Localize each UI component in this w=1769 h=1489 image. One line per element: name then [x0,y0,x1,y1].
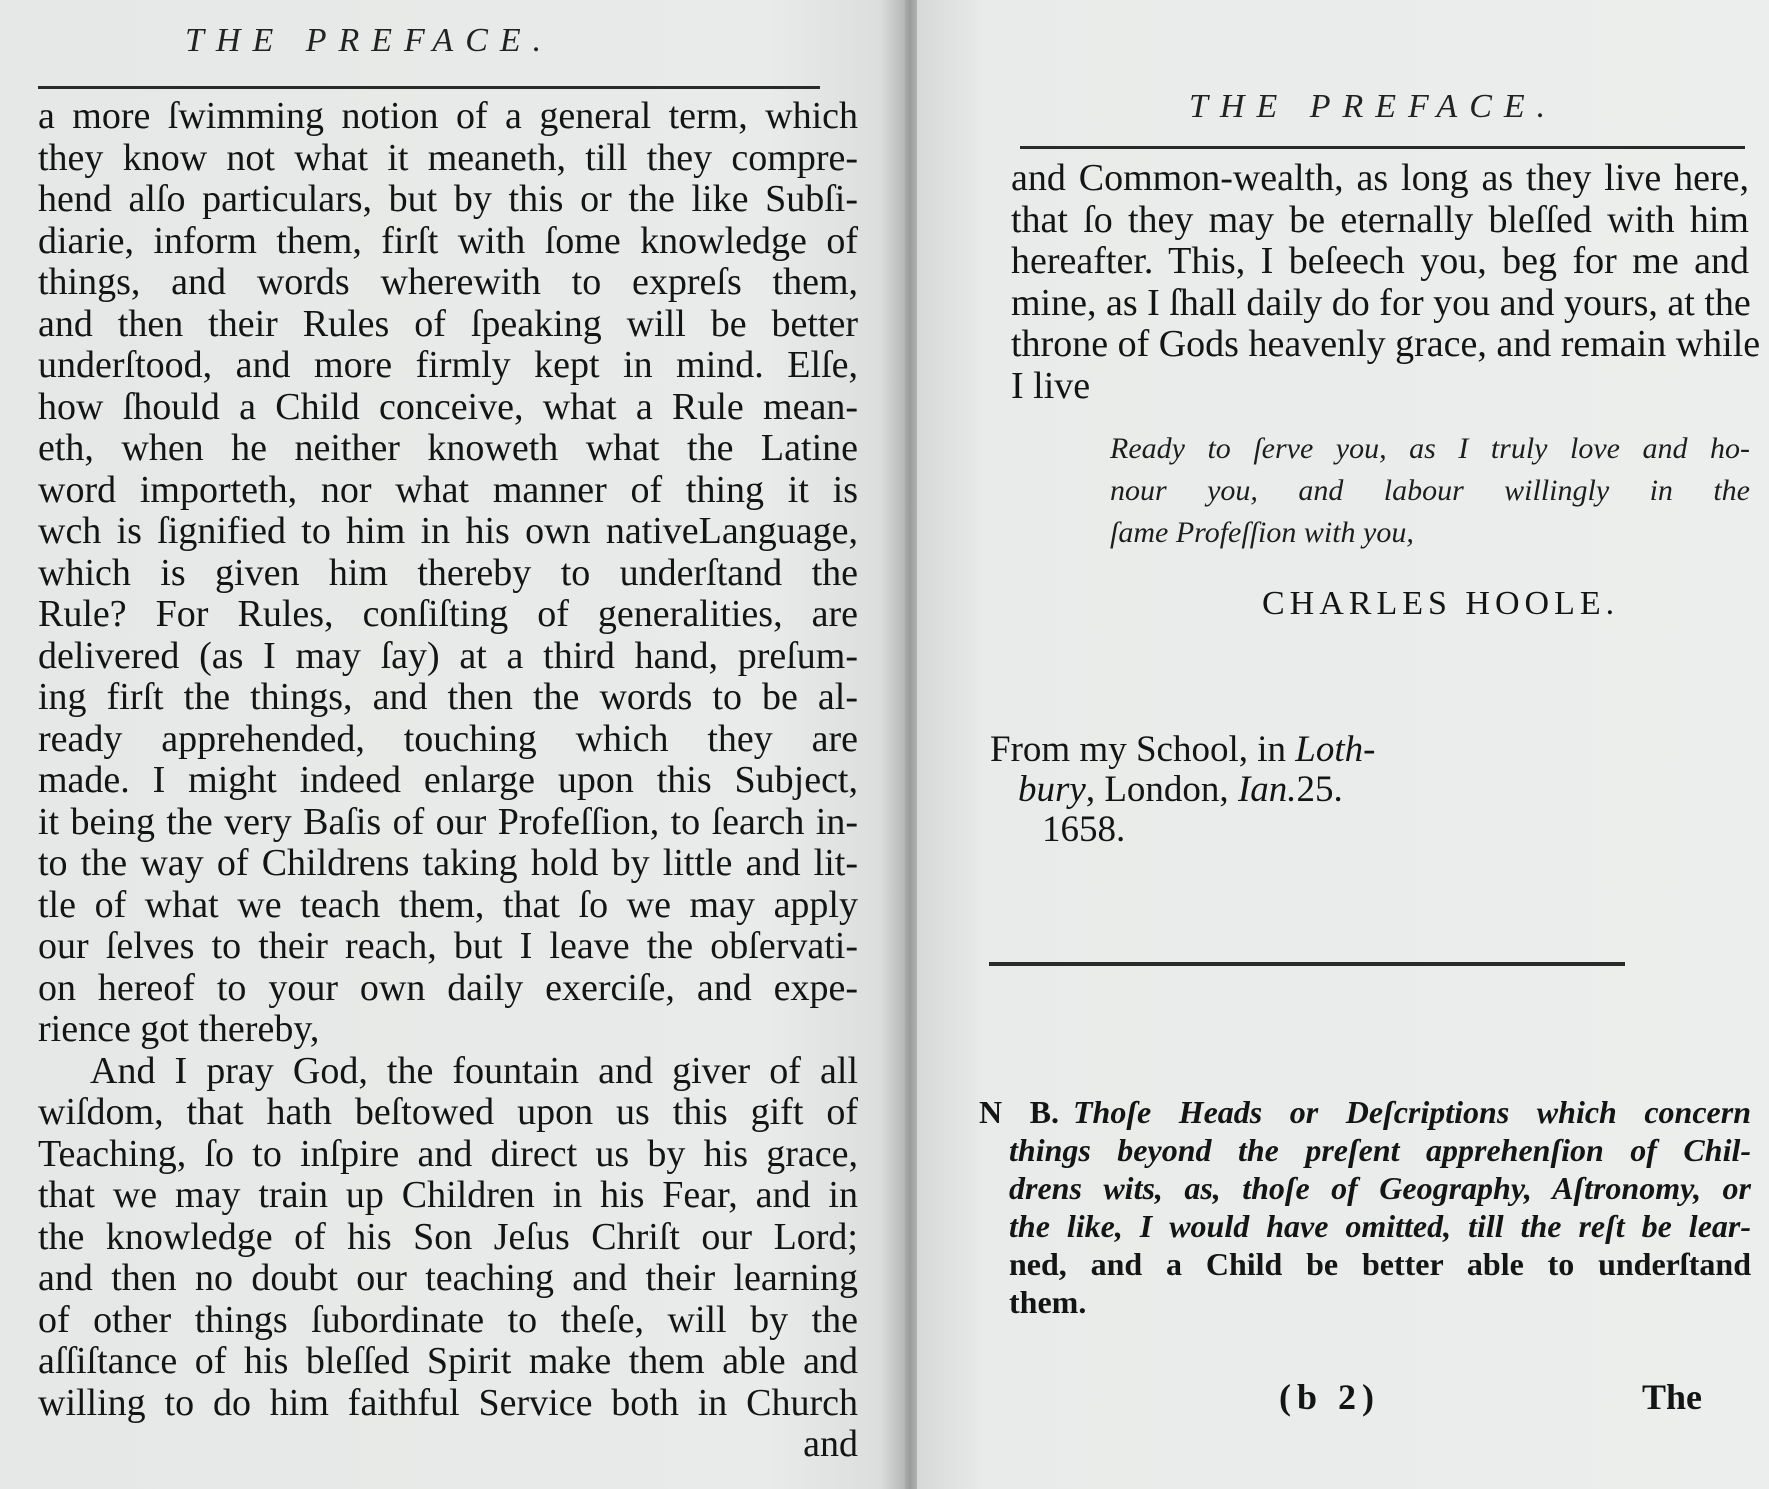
text-line: word importeth, nor what manner of thing it is [38,468,858,511]
closing-salutation [1110,428,1750,554]
right-head-rule [1020,146,1745,149]
author-signature: CHARLES HOOLE. [1262,585,1620,622]
text-line: of other things ſubordinate to theſe, will by the [38,1298,858,1341]
text-line: which is given him thereby to underſtand the [38,551,858,594]
text-line: mine, as I ſhall daily do for you and yours, at the [1011,281,1751,324]
text-line: it being the very Baſis of our Profeſſion, to ſearch in- [38,800,858,843]
text-line: diarie, inform them, firſt with ſome knowledge of [38,219,858,262]
nota-bene-note [979,1093,1751,1321]
closing-line: ſame Profeſſion with you, [1110,516,1414,549]
text-line: and Common-wealth, as long as they live here, [1011,157,1749,199]
nb-line: drens wits, as, thoſe of Geography, Aſtronomy, or [1009,1170,1751,1206]
text-line: made. I might indeed enlarge upon this Subject, [38,759,858,801]
text-line: delivered (as I may ſay) at a third hand, preſum- [38,634,858,677]
text-line: wiſdom, that hath beſtowed upon us this gift of [38,1091,858,1133]
nb-line: things beyond the preſent apprehenſion of Chil- [1009,1132,1751,1168]
text-line: throne of Gods heavenly grace, and remain while [1011,323,1761,365]
left-body-text [38,96,858,1466]
text-line: and then their Rules of ſpeaking will be better [38,302,858,345]
text-line: on hereof to your own daily exerciſe, and expe- [38,966,858,1009]
text-line: they know not what it meaneth, till they compre- [38,136,858,179]
section-divider-rule [989,962,1625,966]
text-line: Teaching, ſo to inſpire and direct us by his grace, [38,1132,858,1175]
text-line: Rule? For Rules, conſiſting of generalities, are [38,593,858,635]
nb-line: the like, I would have omitted, till the reſt be lear- [1009,1208,1751,1244]
dateline-line-2: bury, London, Ian.25. [1018,769,1343,810]
text-line: rience got thereby, [38,1008,320,1050]
catchword: The [1642,1377,1703,1417]
dateline-year: 1658. [1042,809,1126,850]
dateline-line-1: From my School, in Loth- [990,729,1376,770]
right-running-head: THE PREFACE. [1189,88,1558,125]
text-line: that ſo they may be eternally bleſſed with him [1011,198,1749,241]
text-line: And I pray God, the fountain and giver of all [90,1049,858,1092]
text-line: things, and words wherewith to expreſs them, [38,261,858,303]
text-line: ready apprehended, touching which they are [38,717,858,760]
text-line: a more ſwimming notion of a general term, which [38,95,858,137]
text-line: hend alſo particulars, but by this or the like Subſi- [38,178,858,220]
text-line: and then no doubt our teaching and their learning [38,1257,858,1299]
closing-line: Ready to ſerve you, as I truly love and ho- [1110,432,1750,465]
left-head-rule [38,86,820,89]
text-line: willing to do him faithful Service both in Church [38,1381,858,1424]
text-line: our ſelves to their reach, but I leave the obſervati- [38,925,858,967]
text-line: and [803,1423,858,1465]
text-line: ing firſt the things, and then the words to be al- [38,676,858,718]
text-line: that we may train up Children in his Fear, and in [38,1174,858,1216]
nb-label: N B. [979,1094,1059,1130]
right-body-text [1011,157,1761,407]
nb-line: ned, and a Child be better able to underſtand [1009,1246,1751,1282]
text-line: how ſhould a Child conceive, what a Rule mean- [38,385,858,428]
text-line: I live [1011,364,1091,407]
right-page [917,0,1769,1489]
nb-line: them. [1009,1284,1087,1320]
left-running-head: THE PREFACE. [185,22,554,59]
signature-mark: (b 2) [1279,1377,1380,1417]
text-line: tle of what we teach them, that ſo we may apply [38,883,858,926]
text-line: wch is ſignified to him in his own nativeLanguage, [38,510,858,552]
text-line: underſtood, and more firmly kept in mind. Elſe, [38,344,858,386]
closing-line: nour you, and labour willingly in the [1110,474,1750,507]
dateline [990,730,1375,850]
text-line: to the way of Childrens taking hold by little and lit- [38,842,858,884]
nb-line: N B. Thoſe Heads or Deſcriptions which concern [979,1094,1752,1130]
text-line: hereafter. This, I beſeech you, beg for me and [1011,240,1749,282]
text-line: the knowledge of his Son Jeſus Chriſt our Lord; [38,1215,858,1258]
text-line: eth, when he neither knoweth what the Latine [38,427,858,469]
text-line: aſſiſtance of his bleſſed Spirit make them able and [38,1340,858,1382]
